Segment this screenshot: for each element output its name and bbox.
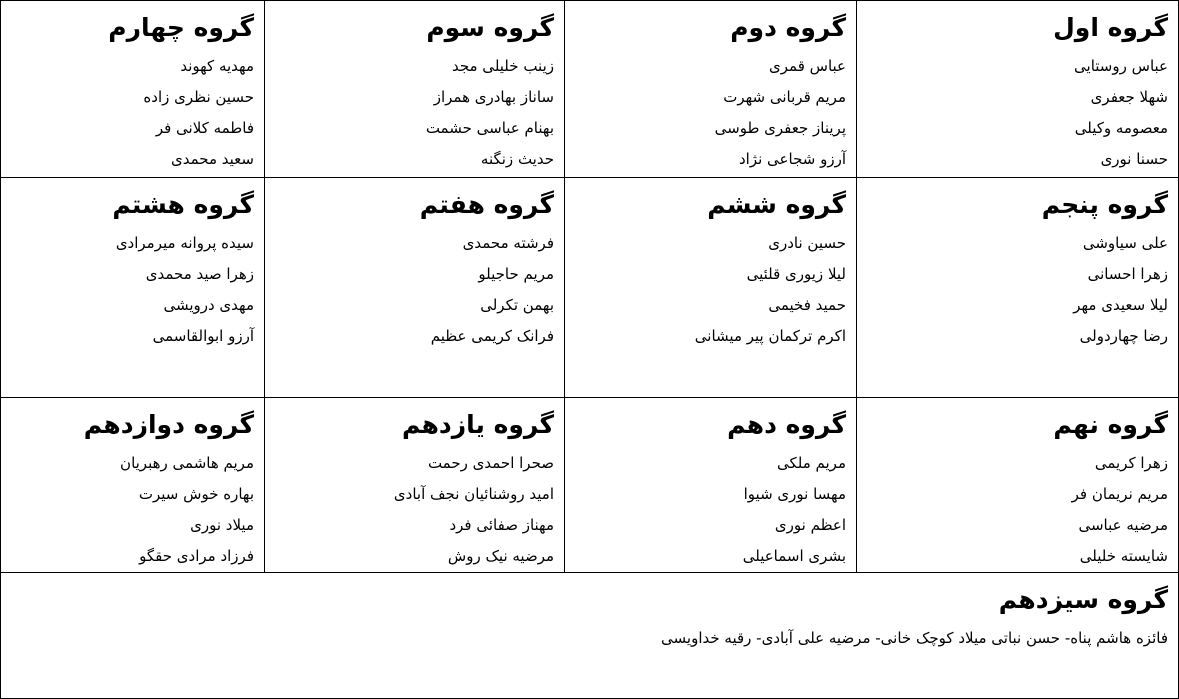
member-name: مریم قربانی شهرت: [723, 88, 846, 106]
member-name: مریم حاجیلو: [478, 265, 554, 283]
member-name: زهرا احسانی: [1087, 265, 1168, 283]
member-name: بهاره خوش سیرت: [138, 485, 254, 503]
member-name: مهناز صفائی فرد: [449, 516, 554, 534]
member-name: حسین نظری زاده: [143, 88, 254, 106]
group-11-cell: [264, 398, 564, 572]
member-name: سعید محمدی: [171, 150, 254, 168]
member-name: فاطمه کلانی فر: [155, 119, 254, 137]
group-5-members: [867, 228, 1168, 352]
member-name: عباس روستایی: [1074, 57, 1168, 75]
group-1-cell: [856, 1, 1178, 177]
group-10-members: [575, 448, 846, 572]
group-6-title: گروه ششم: [707, 190, 846, 219]
group-13-members: فائزه هاشم پناه- حسن نباتی میلاد کوچک خانی- مرضیه علی آبادی- رقیه خداویسی: [661, 629, 1168, 647]
member-name: مهدیه کهوند: [180, 57, 254, 75]
member-name: حمید فخیمی: [768, 296, 846, 314]
group-5-title: گروه پنجم: [1041, 190, 1168, 219]
member-name: بشری اسماعیلی: [742, 547, 846, 565]
group-1-members: [867, 51, 1168, 175]
group-5-cell: [856, 178, 1178, 397]
table-row-3: [1, 398, 1178, 573]
group-11-title: گروه یازدهم: [401, 410, 554, 439]
group-8-members: [11, 228, 254, 352]
group-3-title: گروه سوم: [426, 13, 554, 42]
group-7-title: گروه هفتم: [419, 190, 554, 219]
group-8-title: گروه هشتم: [112, 190, 254, 219]
member-name: شهلا جعفری: [1090, 88, 1168, 106]
member-name: زینب خلیلی مجد: [451, 57, 554, 75]
group-7-members: [275, 228, 554, 352]
member-name: فرانک کریمی عظیم: [430, 327, 554, 345]
group-9-title: گروه نهم: [1053, 410, 1168, 439]
group-6-cell: [564, 178, 856, 397]
member-name: علی سیاوشی: [1082, 234, 1168, 252]
group-10-title: گروه دهم: [727, 410, 846, 439]
group-9-cell: [856, 398, 1178, 572]
group-9-members: [867, 448, 1168, 572]
member-name: اعظم نوری: [774, 516, 846, 534]
member-name: فرشته محمدی: [462, 234, 554, 252]
member-name: سیده پروانه میرمرادی: [115, 234, 254, 252]
group-3-cell: [264, 1, 564, 177]
member-name: فرزاد مرادی حقگو: [139, 547, 254, 565]
group-12-cell: [1, 398, 264, 572]
group-4-members: [11, 51, 254, 175]
group-7-cell: [264, 178, 564, 397]
member-name: مهدی درویشی: [163, 296, 254, 314]
member-name: ساناز بهادری همراز: [433, 88, 554, 106]
member-name: امید روشنائیان نجف آبادی: [393, 485, 554, 503]
member-name: حدیث زنگنه: [480, 150, 554, 168]
group-4-cell: [1, 1, 264, 177]
group-13-cell: [1, 573, 1178, 698]
member-name: بهنام عباسی حشمت: [425, 119, 554, 137]
member-name: معصومه وکیلی: [1074, 119, 1168, 137]
member-name: پریناز جعفری طوسی: [714, 119, 846, 137]
member-name: حسنا نوری: [1100, 150, 1168, 168]
member-name: حسین نادری: [768, 234, 846, 252]
member-name: لیلا سعیدی مهر: [1073, 296, 1168, 314]
group-2-title: گروه دوم: [730, 13, 846, 42]
member-name: شایسته خلیلی: [1079, 547, 1168, 565]
member-name: مریم ملکی: [776, 454, 846, 472]
member-name: آرزو ابوالقاسمی: [152, 327, 254, 345]
member-name: لیلا زیوری قلئیی: [746, 265, 846, 283]
member-name: رضا چهاردولی: [1079, 327, 1168, 345]
table-row-2: [1, 178, 1178, 398]
member-name: آرزو شجاعی نژاد: [738, 150, 846, 168]
group-13-title: گروه سیزدهم: [998, 585, 1168, 614]
group-10-cell: [564, 398, 856, 572]
member-name: اکرم ترکمان پیر میشانی: [694, 327, 846, 345]
member-name: بهمن تکرلی: [480, 296, 554, 314]
member-name: میلاد نوری: [190, 516, 254, 534]
group-2-cell: [564, 1, 856, 177]
group-8-cell: [1, 178, 264, 397]
member-name: صحرا احمدی رحمت: [427, 454, 554, 472]
member-name: مرضیه نیک روش: [447, 547, 554, 565]
group-3-members: [275, 51, 554, 175]
table-row-4: [1, 573, 1178, 698]
member-name: عباس قمری: [769, 57, 846, 75]
member-name: مرضیه عباسی: [1078, 516, 1168, 534]
group-2-members: [575, 51, 846, 175]
group-1-title: گروه اول: [1053, 13, 1168, 42]
member-name: مریم نریمان فر: [1071, 485, 1168, 503]
member-name: زهرا صید محمدی: [145, 265, 254, 283]
member-name: زهرا کریمی: [1094, 454, 1168, 472]
group-11-members: [275, 448, 554, 572]
member-name: مریم هاشمی رهبریان: [120, 454, 254, 472]
group-6-members: [575, 228, 846, 352]
group-12-members: [11, 448, 254, 572]
group-4-title: گروه چهارم: [108, 13, 254, 42]
table-row-1: [1, 1, 1178, 178]
group-12-title: گروه دوازدهم: [83, 410, 254, 439]
member-name: مهسا نوری شیوا: [743, 485, 846, 503]
